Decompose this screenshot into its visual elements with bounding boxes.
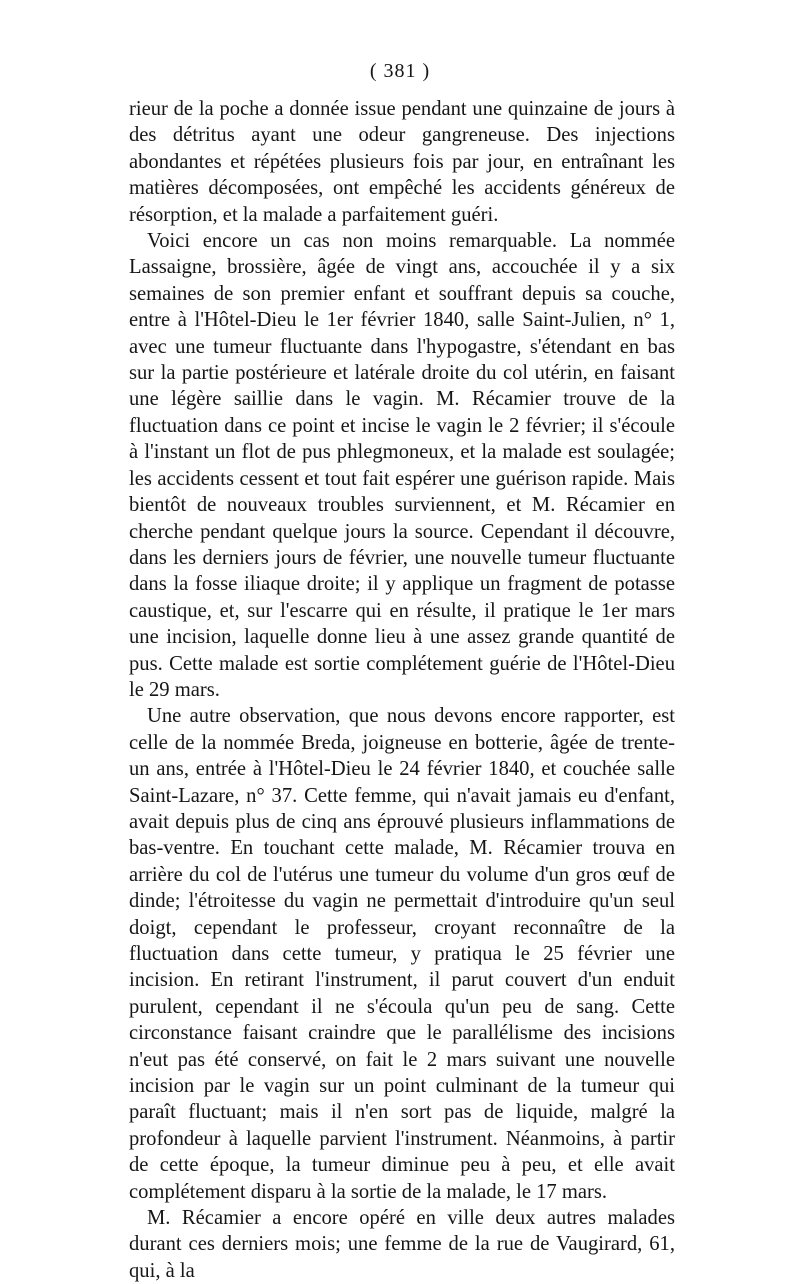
page-number: ( 381 ) <box>369 60 431 82</box>
paragraph-continuation: rieur de la poche a donnée issue pendant une quinzaine de jours à des détritus ayant une odeur gangreneuse. Des injections abondantes et répétées plusieurs fois par jour, en entraînant les matières décomposées, ont empêché les accidents généreux de résorption, et la malade a parfaitement guéri. <box>129 98 675 226</box>
paragraph-breda-case: Une autre observation, que nous devons encore rapporter, est celle de la nommée Breda, joigneuse en botterie, âgée de trente-un ans, entrée à l'Hôtel-Dieu le 24 février 1840, et couchée salle Saint-Lazare, n° 37. Cette femme, qui n'avait jamais eu d'enfant, avait depuis plus de cinq ans éprouvé plusieurs inflammations de bas-ventre. En touchant cette malade, M. Récamier trouva en arrière du col de l'utérus une tumeur du volume d'un gros œuf de dinde; l'étroitesse du vagin ne permettait d'introduire qu'un seul doigt, cependant le professeur, croyant reconnaître de la fluctuation dans cette tumeur, y pratiqua le 25 février une incision. En retirant l'instrument, il parut couvert d'un enduit purulent, cependant il ne s'écoula qu'un peu de sang. Cette circonstance faisant craindre que le parallélisme des incisions n'eut pas été conservé, on fait le 2 mars suivant une nouvelle incision par le vagin sur un point culminant de la tumeur qui paraît fluctuant; mais il n'en sort pas de liquide, malgré la profondeur à laquelle parvient l'instrument. Néanmoins, à partir de cette époque, la tumeur diminue peu à peu, et elle avait complétement disparu à la sortie de la malade, le 17 mars. <box>129 705 675 1203</box>
paragraph-lassaigne-case: Voici encore un cas non moins remarquable. La nommée Lassaigne, brossière, âgée de vingt ans, accouchée il y a six semaines de son premier enfant et souffrant depuis sa couche, entre à l'Hôtel-Dieu le 1er février 1840, salle Saint-Julien, n° 1, avec une tumeur fluctuante dans l'hypogastre, s'étendant en bas sur la partie postérieure et latérale droite du col utérin, en faisant une légère saillie dans le vagin. M. Récamier trouve de la fluctuation dans ce point et incise le vagin le 2 février; il s'écoule à l'instant un flot de pus phlegmoneux, et la malade est soulagée; les accidents cessent et tout fait espérer une guérison rapide. Mais bientôt de nouveaux troubles surviennent, et M. Récamier en cherche pendant quelque jours la source. Cependant il découvre, dans les derniers jours de février, une nouvelle tumeur fluctuante dans la fosse iliaque droite; il y applique un fragment de potasse caustique, et, sur l'escarre qui en résulte, il pratique le 1er mars une incision, laquelle donne lieu à une assez grande quantité de pus. Cette malade est sortie complétement guérie de l'Hôtel-Dieu le 29 mars. <box>129 230 675 701</box>
body-text <box>129 96 675 1284</box>
paragraph-city-cases: M. Récamier a encore opéré en ville deux autres malades durant ces derniers mois; une femme de la rue de Vaugirard, 61, qui, à la <box>129 1207 675 1282</box>
